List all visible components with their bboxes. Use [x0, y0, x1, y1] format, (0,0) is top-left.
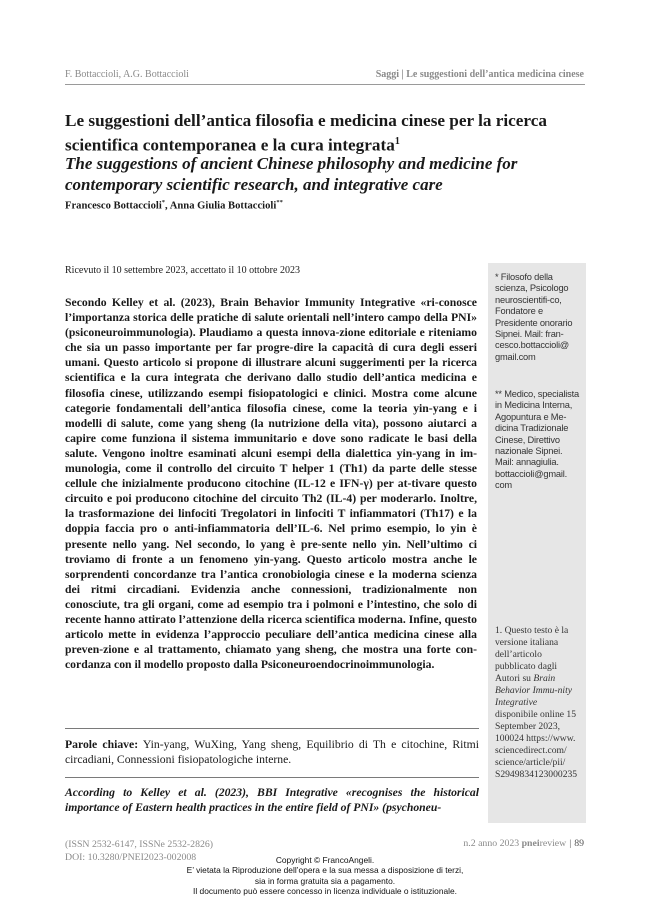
running-header-section: Saggi | Le suggestioni dell’antica medicina cinese — [375, 69, 584, 80]
copyright-notice — [0, 855, 650, 897]
running-header-authors: F. Bottaccioli, A.G. Bottaccioli — [65, 69, 189, 80]
footer-journal-bold: pnei — [521, 838, 540, 849]
footer-journal-rest: review — [539, 838, 567, 849]
footer-journal-page — [463, 838, 584, 849]
keywords — [65, 737, 479, 767]
footnote-1 — [495, 625, 581, 781]
keywords-text: Yin-yang, WuXing, Yang sheng, Equilibrio di Th e citochine, Ritmi circadiani, Connessioni fisiopatologiche interne. — [65, 738, 479, 767]
author-2-mark: ** — [276, 199, 283, 206]
footer-doi: DOI: 10.3280/PNEI2023-002008 — [65, 852, 197, 863]
keywords-label: Parole chiave: — [65, 738, 139, 751]
article-title-italian — [65, 110, 575, 156]
author-2: Anna Giulia Bottaccioli — [169, 200, 277, 212]
copyright-line-2: E’ vietata la Riproduzione dell’opera e la sua messa a disposizione di terzi, — [186, 865, 464, 876]
footer-issue: n.2 anno 2023 — [463, 838, 522, 849]
author-1-mark: * — [161, 199, 166, 206]
author-list — [65, 199, 283, 212]
footer-separator: | — [569, 838, 572, 849]
author-1: Francesco Bottaccioli — [65, 200, 162, 212]
author-note-1: * Filosofo della scienza, Psicologo neuroscientifi-co, Fondatore e Presidente onorario Sipnei. Mail: fran-cesco.bottaccioli@ gmail.com — [495, 272, 573, 362]
title-it-text: Le suggestioni dell’antica filosofia e medicina cinese per la ricerca scientifica contemporanea e la cura integrata — [65, 111, 547, 155]
received-accepted-dates: Ricevuto il 10 settembre 2023, accettato il 10 ottobre 2023 — [65, 265, 300, 276]
footer-issn: (ISSN 2532-6147, ISSNe 2532-2826) — [65, 839, 214, 850]
copyright-line-4: Il documento può essere concesso in licenza individuale o istituzionale. — [193, 886, 457, 897]
article-title-english: The suggestions of ancient Chinese philosophy and medicine for contemporary scientific research, and integrative care — [65, 154, 518, 194]
abstract-italian: Secondo Kelley et al. (2023), Brain Behavior Immunity Integrative «ri-conosce l’importanza storica delle pratiche di salute orientali nell’intero campo della PNI» (psiconeuroimmunologia). Plaudiamo a questa innova-zione editoriale e riteniamo che sia un passo importante per far progre-dire la capacità di cura degli esseri umani. Questo articolo si propone di illustrare alcuni suggerimenti per la ricerca scientifica e la cura integrata che derivano dallo studio dell’antica medicina e filosofia cinese, utilizzando esempi fisiopatologici e clinici. Mostra come alcune categorie fondamentali dell’antica filosofia cinese, come la teoria yin-yang e i modelli di salute, come yang sheng (la nutrizione della vita), possono aiutarci a capire come funziona il sistema immunitario e dove sono radicate le basi della salute. Vengono inoltre esaminati alcuni esempi della dialettica yin-yang in im-munologia, come il controllo del circuito T helper 1 (Th1) da parte delle stesse cellule che inizialmente producono citochine (IL-12 e IFN-γ) per at-tivare questo circuito e poi producono citochine del circuito Th2 (IL-4) per moderarlo. Inoltre, la trasformazione dei linfociti Tregolatori in linfociti T infiammatori (Th17) e la doppia faccia pro o anti-infiammatoria dell’IL-6. Nel primo esempio, lo yin è presente nello yang. Nel secondo, lo yang è pre-sente nello yin. Nell’ultimo ci troviamo di fronte a un fenomeno yin-yang. Questo articolo mostra anche le sorprendenti concordanze tra l’antica cronobiologia cinese e la moderna scienza dei ritmi circadiani. Evidenzia anche connessioni, tradizionalmente non conosciute, tra gli organi, come ad esempio tra i polmoni e l’intestino, che solo di recente hanno attirato l’attenzione della ricerca scientifica moderna. Infine, questo articolo mette in evidenza l’approccio peculiare dell’antica medicina cinese alla preven-zione e al trattamento, chiamato yang sheng, che mostra una forte con-cordanza con il modello proposto dalla Psiconeuroendocrinoimmunologia. — [65, 296, 477, 672]
abstract-english-start: According to Kelley et al. (2023), BBI Integrative «recognises the historical importance of Eastern health practices in the entire field of PNI» (psychoneu- — [65, 786, 479, 815]
footnote-1-journal: Brain Behavior Immu-nity Integrative — [495, 673, 572, 708]
copyright-line-1: Copyright © FrancoAngeli. — [275, 855, 375, 865]
keywords-top-divider — [65, 728, 479, 729]
author-separator: , — [165, 200, 170, 212]
title-footnote-mark: 1 — [394, 136, 400, 147]
footnote-1-text-a: 1. Questo testo è la versione italiana dell’articolo pubblicato dagli Autori su — [495, 625, 569, 684]
author-note-2: ** Medico, specialista in Medicina Interna, Agopuntura e Me-dicina Tradizionale Cinese, Direttivo nazionale Sipnei. Mail: annagiulia. bottaccioli@gmail. com — [495, 389, 579, 491]
copyright-line-3: sia in forma gratuita sia a pagamento. — [254, 875, 396, 886]
footnote-1-text-b: disponibile online 15 September 2023, 100024 https://www. sciencedirect.com/ science/article/pii/ S2949834123000235 — [495, 709, 578, 780]
header-divider — [65, 84, 585, 85]
page-number: 89 — [574, 838, 584, 849]
keywords-bottom-divider — [65, 777, 479, 778]
